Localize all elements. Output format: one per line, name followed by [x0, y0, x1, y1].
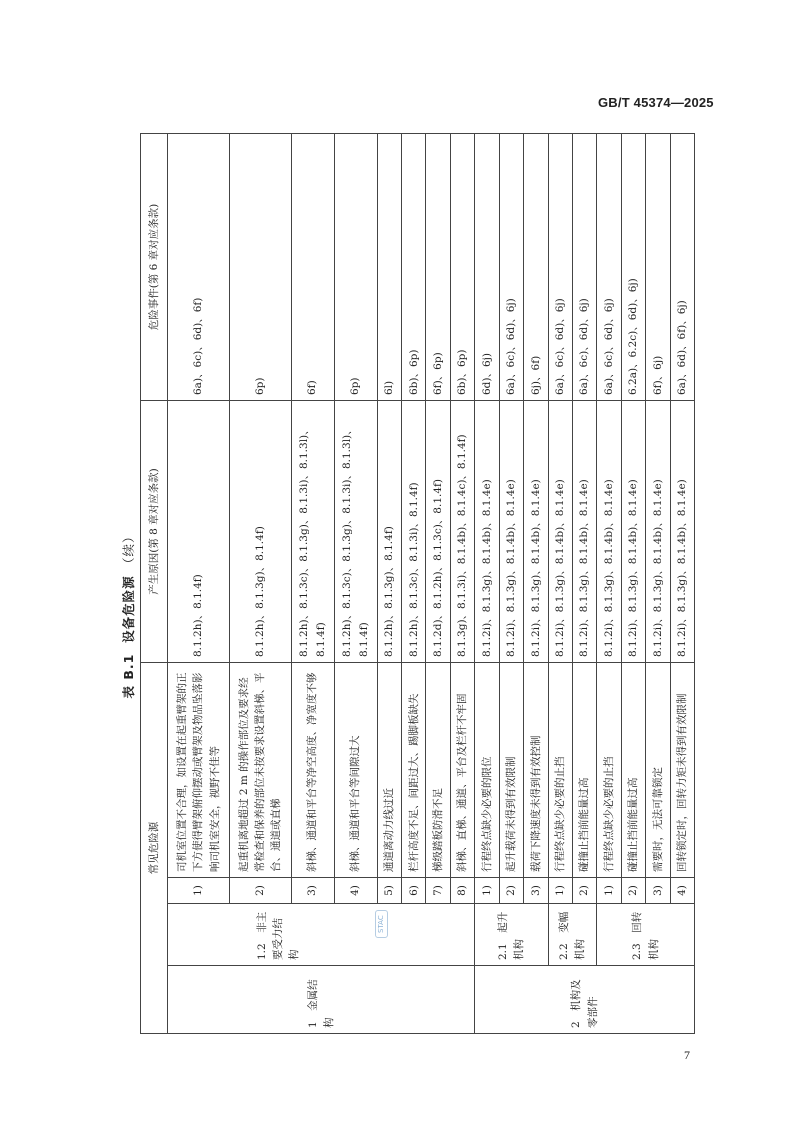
table-row [168, 134, 230, 1034]
table-header-row [141, 134, 168, 1034]
hazard-cell: 回转锁定时，回转力矩未得到有效限制 [670, 663, 694, 878]
subcategory-slewing: 2.3 回转机构 [597, 904, 695, 966]
cause-cell: 8.1.2i)、8.1.3g)、8.1.4b)、8.1.4e) [499, 401, 523, 663]
row-number: 3) [291, 878, 334, 904]
subcategory-label: 1.2 非主要受力结构 [255, 911, 301, 960]
category-mechanisms-parts: 2 机构及零部件 [475, 966, 695, 1034]
table-row [499, 134, 523, 1034]
row-number: 1) [548, 878, 572, 904]
event-cell: 6a)、6c)、6d)、6f) [168, 134, 230, 401]
row-number: 2) [499, 878, 523, 904]
hazard-cell: 斜梯、通道和平台等净空高度、净宽度不够 [291, 663, 334, 878]
hazard-cell: 起重机离地超过 2 m 的操作部位及要求经常检查和保养的部位未按要求设置斜梯、平台、通道或直梯 [229, 663, 291, 878]
hazard-cell: 需要时，无法可靠锁定 [646, 663, 670, 878]
hazard-cell: 行程终点缺少必要的止挡 [548, 663, 572, 878]
event-cell: 6.2a)、6.2c)、6d)、6j) [621, 134, 645, 401]
cause-cell: 8.1.3g)、8.1.3i)、8.1.4b)、8.1.4c)、8.1.4f) [450, 401, 474, 663]
table-row [597, 134, 621, 1034]
table-row [450, 134, 474, 1034]
hazard-cell: 斜梯、直梯、通道、平台及栏杆不牢固 [450, 663, 474, 878]
cause-cell: 8.1.2i)、8.1.3g)、8.1.4b)、8.1.4e) [572, 401, 596, 663]
event-cell: 6b)、6p) [402, 134, 426, 401]
hazard-cell: 载荷下降速度未得到有效控制 [524, 663, 548, 878]
hazard-cell: 行程终点缺少必要的限位 [475, 663, 499, 878]
cause-cell: 8.1.2h)、8.1.4f) [168, 401, 230, 663]
row-number: 4) [670, 878, 694, 904]
hazard-cell: 司机室位置不合理，如设置在起重臂架的正下方使得臂架俯仰摆动或臂架及物品坠落影响司机室安全，视野不佳等 [168, 663, 230, 878]
table-row [229, 134, 291, 1034]
cause-cell: 8.1.2i)、8.1.3g)、8.1.4b)、8.1.4e) [597, 401, 621, 663]
cause-cell: 8.1.2h)、8.1.3c)、8.1.3g)、8.1.3i)、8.1.3l)、8.1.4f) [334, 401, 377, 663]
table-continued: （续） [121, 529, 136, 571]
table-number: 表 B.1 [121, 653, 136, 699]
page-number: 7 [684, 1048, 690, 1062]
table-caption [119, 530, 137, 699]
event-cell: 6a)、6c)、6d)、6j) [597, 134, 621, 401]
subcategory-luffing: 2.2 变幅机构 [548, 904, 597, 966]
table-row [572, 134, 596, 1034]
table-row [670, 134, 694, 1034]
row-number: 3) [524, 878, 548, 904]
hazard-cell: 碰撞止挡前能量过高 [572, 663, 596, 878]
category-metal-structure: 1 金属结构 [168, 966, 475, 1034]
cause-cell: 8.1.2i)、8.1.3g)、8.1.4b)、8.1.4e) [524, 401, 548, 663]
event-cell: 6a)、6c)、6d)、6j) [572, 134, 596, 401]
row-number: 2) [229, 878, 291, 904]
row-number: 8) [450, 878, 474, 904]
rotated-table-container [140, 134, 695, 1034]
hazard-cell: 梯级踏板防滑不足 [426, 663, 450, 878]
row-number: 6) [402, 878, 426, 904]
event-cell: 6p) [334, 134, 377, 401]
event-cell: 6f)、6j) [646, 134, 670, 401]
column-header-cause: 产生原因(第 8 章对应条款) [141, 401, 168, 663]
row-number: 4) [334, 878, 377, 904]
row-number: 1) [597, 878, 621, 904]
column-header-hazard: 常见危险源 [141, 663, 168, 1034]
hazard-cell: 行程终点缺少必要的止挡 [597, 663, 621, 878]
row-number: 5) [377, 878, 401, 904]
event-cell: 6d)、6j) [475, 134, 499, 401]
table-row [402, 134, 426, 1034]
table-row [621, 134, 645, 1034]
hazard-table [140, 133, 695, 1034]
row-number: 7) [426, 878, 450, 904]
row-number: 1) [475, 878, 499, 904]
cause-cell: 8.1.2i)、8.1.3g)、8.1.4b)、8.1.4e) [548, 401, 572, 663]
hazard-cell: 碰撞止挡前能量过高 [621, 663, 645, 878]
cause-cell: 8.1.2i)、8.1.3g)、8.1.4b)、8.1.4e) [621, 401, 645, 663]
event-cell: 6b)、6p) [450, 134, 474, 401]
row-number: 2) [572, 878, 596, 904]
event-cell: 6f) [291, 134, 334, 401]
subcategory-hoisting: 2.1 起升机构 [475, 904, 548, 966]
event-cell: 6f)、6p) [426, 134, 450, 401]
cause-cell: 8.1.2h)、8.1.3c)、8.1.3i)、8.1.4f) [402, 401, 426, 663]
event-cell: 6a)、6d)、6f)、6j) [670, 134, 694, 401]
hazard-cell: 斜梯、通道和平台等间隙过大 [334, 663, 377, 878]
column-header-event: 危险事件(第 6 章对应条款) [141, 134, 168, 401]
table-row [475, 134, 499, 1034]
table-row [291, 134, 334, 1034]
hazard-cell: 通道离动力线过近 [377, 663, 401, 878]
event-cell: 6l) [377, 134, 401, 401]
hazard-cell: 起升载荷未得到有效限制 [499, 663, 523, 878]
cause-cell: 8.1.2i)、8.1.3g)、8.1.4b)、8.1.4e) [646, 401, 670, 663]
cause-cell: 8.1.2h)、8.1.3g)、8.1.4f) [229, 401, 291, 663]
row-number: 3) [646, 878, 670, 904]
table-title: 设备危险源 [121, 575, 136, 643]
event-cell: 6a)、6c)、6d)、6j) [499, 134, 523, 401]
table-row [377, 134, 401, 1034]
subcategory-non-main-structure [168, 904, 475, 966]
event-cell: 6a)、6c)、6d)、6j) [548, 134, 572, 401]
table-row [646, 134, 670, 1034]
table-row [524, 134, 548, 1034]
cause-cell: 8.1.2d)、8.1.2h)、8.1.3c)、8.1.4f) [426, 401, 450, 663]
stac-watermark: STAC [375, 910, 388, 938]
cause-cell: 8.1.2i)、8.1.3g)、8.1.4b)、8.1.4e) [670, 401, 694, 663]
document-code: GB/T 45374—2025 [598, 95, 714, 110]
table-row [426, 134, 450, 1034]
row-number: 1) [168, 878, 230, 904]
hazard-cell: 栏杆高度不足、间距过大、踢脚板缺失 [402, 663, 426, 878]
cause-cell: 8.1.2h)、8.1.3c)、8.1.3g)、8.1.3i)、8.1.3l)、8.1.4f) [291, 401, 334, 663]
row-number: 2) [621, 878, 645, 904]
table-row [334, 134, 377, 1034]
event-cell: 6j)、6f) [524, 134, 548, 401]
table-row [548, 134, 572, 1034]
event-cell: 6p) [229, 134, 291, 401]
cause-cell: 8.1.2h)、8.1.3g)、8.1.4f) [377, 401, 401, 663]
cause-cell: 8.1.2i)、8.1.3g)、8.1.4b)、8.1.4e) [475, 401, 499, 663]
